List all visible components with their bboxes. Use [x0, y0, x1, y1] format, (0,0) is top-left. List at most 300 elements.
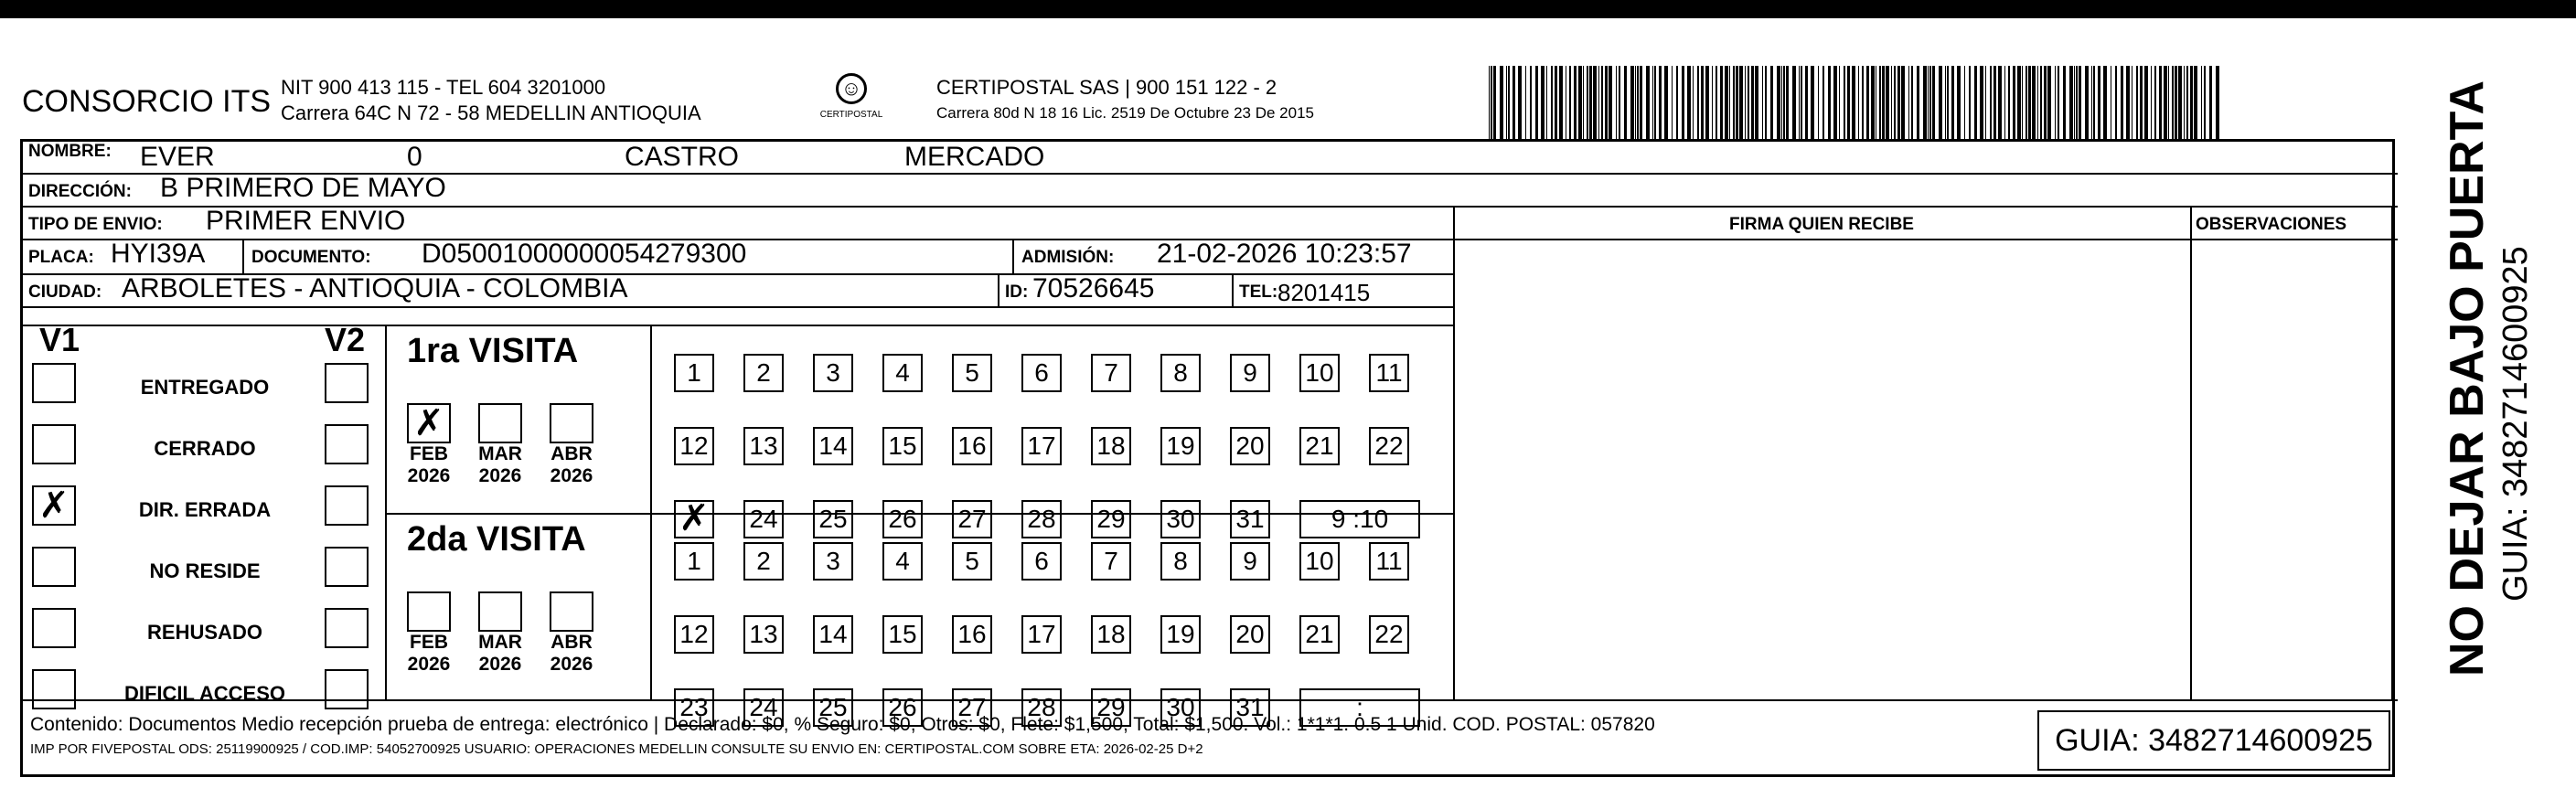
- barcode-bar: [2004, 66, 2005, 139]
- visit2-day-box[interactable]: 6: [1021, 542, 1062, 581]
- visit2-day-box[interactable]: 30: [1160, 688, 1201, 727]
- barcode-bar: [1777, 66, 1780, 139]
- barcode-bar: [2164, 66, 2167, 139]
- visit1-month-checkbox[interactable]: [478, 403, 522, 443]
- visit1-day-box[interactable]: 3: [813, 354, 853, 392]
- barcode-bar: [1844, 66, 1845, 139]
- visit1-day-box[interactable]: 17: [1021, 427, 1062, 465]
- nombre-middle: 0: [407, 142, 422, 172]
- barcode-bar: [1654, 66, 1656, 139]
- visit1-day-box[interactable]: 5: [952, 354, 992, 392]
- barcode-bar: [1500, 66, 1503, 139]
- visit1-day-box[interactable]: 26: [882, 500, 923, 538]
- barcode-bar: [1687, 66, 1691, 139]
- barcode-bar: [1587, 66, 1588, 139]
- visit1-month-checkbox[interactable]: [550, 403, 593, 443]
- barcode-bar: [1593, 66, 1597, 139]
- barcode-bar: [1652, 66, 1653, 139]
- barcode-bar: [2063, 66, 2066, 139]
- barcode-bar: [2044, 66, 2047, 139]
- footer-contenido: Contenido: Documentos Medio recepción prueba de entrega: electrónico | Declarado: $0, % Seguro: $0, Otros: $0, Flete: $1,500, Total: $1,500. Vol.: 1*1*1. 0.5 1 Unid. COD. POSTAL: 057820: [30, 714, 1655, 735]
- barcode-bar: [1589, 66, 1592, 139]
- barcode-bar: [1712, 66, 1713, 139]
- barcode-bar: [1619, 66, 1620, 139]
- visit2-day-box[interactable]: 10: [1299, 542, 1340, 581]
- barcode-bar: [2178, 66, 2182, 139]
- barcode-bar: [2216, 66, 2219, 139]
- barcode-bar: [2184, 66, 2185, 139]
- placa-value: HYI39A: [111, 239, 206, 269]
- v1-header: V1: [39, 321, 80, 358]
- visit1-day-box[interactable]: 22: [1369, 427, 1409, 465]
- barcode-bar: [1745, 66, 1746, 139]
- nombre-first: EVER: [140, 142, 215, 172]
- visit1-day-box[interactable]: 27: [952, 500, 992, 538]
- barcode-bar: [1506, 66, 1507, 139]
- barcode-bar: [2190, 66, 2193, 139]
- month-name: ABR: [550, 443, 593, 464]
- barcode-bar: [2040, 66, 2042, 139]
- admision-value: 21-02-2026 10:23:57: [1157, 239, 1412, 269]
- visit1-day-box[interactable]: [674, 500, 714, 538]
- courier-name: CERTIPOSTAL SAS | 900 151 122 - 2: [936, 76, 1277, 99]
- barcode-bar: [1720, 66, 1723, 139]
- barcode-bar: [1491, 66, 1492, 139]
- footer-impresion: IMP POR FIVEPOSTAL ODS: 25119900925 / COD.IMP: 54052700925 USUARIO: OPERACIONES MEDELLIN CONSULTE SU ENVIO EN: CERTIPOSTAL.COM SOBRE ETA: 2026-02-25 D+2: [30, 741, 1203, 757]
- barcode-bar: [2151, 66, 2152, 139]
- courier-info: [936, 75, 1314, 126]
- visit1-day-box[interactable]: 30: [1160, 500, 1201, 538]
- barcode-bar: [1998, 66, 2002, 139]
- barcode-bar: [1770, 66, 1773, 139]
- status-v1-checkbox[interactable]: [32, 424, 76, 464]
- barcode-bar: [2037, 66, 2038, 139]
- visit2-day-box[interactable]: 22: [1369, 615, 1409, 654]
- barcode-bar: [2008, 66, 2010, 139]
- barcode-bar: [1866, 66, 1869, 139]
- barcode-bar: [1635, 66, 1636, 139]
- barcode-bar: [2085, 66, 2089, 139]
- footer-guia: GUIA: 3482714600925: [2037, 710, 2390, 771]
- visit1-month-label: [473, 443, 528, 487]
- barcode-bar: [1574, 66, 1577, 139]
- divider: [650, 325, 652, 699]
- direccion-value: B PRIMERO DE MAYO: [160, 173, 446, 203]
- visit1-day-box[interactable]: 10: [1299, 354, 1340, 392]
- barcode-bar: [1525, 66, 1526, 139]
- company-info: [281, 75, 701, 126]
- barcode-bar: [1733, 66, 1735, 139]
- barcode-bar: [1646, 66, 1650, 139]
- barcode-bar: [1932, 66, 1935, 139]
- id-value: 70526645: [1032, 273, 1155, 304]
- certipostal-logo-icon: ☺ CERTIPOSTAL: [808, 73, 894, 126]
- barcode-bar: [1901, 66, 1905, 139]
- barcode-bar: [1705, 66, 1709, 139]
- barcode-bar: [1739, 66, 1743, 139]
- barcode-bar: [1682, 66, 1684, 139]
- ciudad-label: CIUDAD:: [28, 282, 102, 302]
- barcode-bar: [1569, 66, 1571, 139]
- divider: [1453, 206, 1455, 699]
- barcode-bar: [2126, 66, 2130, 139]
- month-year: 2026: [407, 654, 451, 675]
- status-label: DIFICIL ACCESO: [123, 682, 285, 705]
- barcode-bar: [2032, 66, 2036, 139]
- tel-value: 8201415: [1277, 279, 1371, 306]
- barcode-bar: [1792, 66, 1796, 139]
- barcode-bar: [1929, 66, 1931, 139]
- barcode-bar: [2013, 66, 2015, 139]
- divider: [23, 306, 1453, 308]
- visit2-month-checkbox[interactable]: [550, 591, 593, 632]
- documento-label: DOCUMENTO:: [251, 248, 371, 267]
- month-year: 2026: [478, 465, 522, 486]
- barcode-bar: [1676, 66, 1678, 139]
- visit1-day-box[interactable]: 8: [1160, 354, 1201, 392]
- barcode-bar: [1894, 66, 1896, 139]
- visit2-day-box[interactable]: 11: [1369, 542, 1409, 581]
- logo-text: CERTIPOSTAL: [819, 110, 883, 120]
- visit2-month-label: [473, 632, 528, 676]
- barcode-bar: [1969, 66, 1971, 139]
- visit1-day-box[interactable]: 13: [743, 427, 784, 465]
- barcode-bar: [1541, 66, 1545, 139]
- barcode-bar: [1799, 66, 1800, 139]
- barcode-bar: [1583, 66, 1584, 139]
- top-black-bar: [0, 0, 2576, 18]
- barcode-bar: [2186, 66, 2188, 139]
- barcode-bar: [1945, 66, 1946, 139]
- barcode-bar: [2079, 66, 2081, 139]
- nombre-last: CASTRO: [625, 142, 740, 172]
- barcode-bar: [2093, 66, 2095, 139]
- barcode-bar: [1951, 66, 1954, 139]
- admision-label: ADMISIÓN:: [1021, 248, 1115, 267]
- nombre-row: [28, 142, 112, 162]
- placa-label: PLACA:: [28, 248, 94, 267]
- visit2-day-box[interactable]: 19: [1160, 615, 1201, 654]
- month-year: 2026: [407, 465, 451, 486]
- divider: [1012, 239, 1014, 273]
- courier-license: Carrera 80d N 18 16 Lic. 2519 De Octubre 23 De 2015: [936, 104, 1314, 122]
- barcode-bar: [1693, 66, 1694, 139]
- status-v2-checkbox[interactable]: [325, 363, 369, 403]
- visit2-day-box[interactable]: 24: [743, 688, 784, 727]
- barcode-bar: [1886, 66, 1889, 139]
- barcode-bar: [1897, 66, 1900, 139]
- visit2-day-box[interactable]: 18: [1091, 615, 1131, 654]
- visit1-day-box[interactable]: 1: [674, 354, 714, 392]
- visit2-day-box[interactable]: 2: [743, 542, 784, 581]
- visit1-day-box[interactable]: 9: [1230, 354, 1270, 392]
- barcode-bar: [1748, 66, 1749, 139]
- month-name: FEB: [410, 443, 448, 464]
- status-label: NO RESIDE: [149, 559, 261, 582]
- visit1-day-box[interactable]: 15: [882, 427, 923, 465]
- visit2-day-box[interactable]: 31: [1230, 688, 1270, 727]
- barcode-bar: [2204, 66, 2206, 139]
- barcode-bar: [2194, 66, 2197, 139]
- barcode-bar: [2017, 66, 2021, 139]
- nombre-second-last: MERCADO: [904, 142, 1045, 172]
- status-v2-checkbox[interactable]: [325, 547, 369, 587]
- barcode-bar: [1697, 66, 1699, 139]
- divider: [242, 239, 244, 273]
- barcode-bar: [2140, 66, 2143, 139]
- barcode-bar: [1755, 66, 1758, 139]
- barcode-bar: [1762, 66, 1763, 139]
- barcode-bar: [1598, 66, 1599, 139]
- company-nit: NIT 900 413 115 - TEL 604 3201000: [281, 76, 606, 99]
- barcode-bar: [1551, 66, 1553, 139]
- barcode-bar: [1974, 66, 1977, 139]
- visit1-day-box[interactable]: 4: [882, 354, 923, 392]
- visit2-day-box[interactable]: 12: [674, 615, 714, 654]
- visit1-month-checkbox[interactable]: ✗: [407, 403, 451, 443]
- visit2-time-box[interactable]: :: [1299, 688, 1420, 727]
- barcode-bar: [1862, 66, 1864, 139]
- visit2-day-box[interactable]: 25: [813, 688, 853, 727]
- barcode-bar: [1939, 66, 1942, 139]
- visit1-day-box[interactable]: 28: [1021, 500, 1062, 538]
- barcode-bar: [2175, 66, 2177, 139]
- visit2-month-checkbox[interactable]: [478, 591, 522, 632]
- v2-header: V2: [325, 321, 366, 358]
- barcode-bar: [2074, 66, 2075, 139]
- tipo-envio-label: TIPO DE ENVIO:: [28, 215, 163, 234]
- barcode-bar: [1546, 66, 1547, 139]
- visit1-day-box[interactable]: 21: [1299, 427, 1340, 465]
- visit1-time-box[interactable]: 9 :10: [1299, 500, 1420, 538]
- visit1-day-box[interactable]: 25: [813, 500, 853, 538]
- barcode-bar: [1609, 66, 1612, 139]
- barcode-bar: [1512, 66, 1515, 139]
- barcode-bar: [1701, 66, 1704, 139]
- barcode-bar: [2022, 66, 2023, 139]
- barcode-bar: [1751, 66, 1754, 139]
- barcode-bar: [2115, 66, 2117, 139]
- barcode-bar: [2209, 66, 2212, 139]
- barcode-bar: [1891, 66, 1892, 139]
- observaciones-label: OBSERVACIONES: [2196, 215, 2347, 234]
- visit2-day-box[interactable]: 9: [1230, 542, 1270, 581]
- visit2-day-box[interactable]: 21: [1299, 615, 1340, 654]
- company-name: CONSORCIO ITS: [22, 84, 272, 119]
- month-name: FEB: [410, 632, 448, 653]
- visit1-day-box[interactable]: 20: [1230, 427, 1270, 465]
- barcode-bar: [1990, 66, 1992, 139]
- visit1-month-label: [401, 443, 456, 487]
- visit2-day-box[interactable]: 26: [882, 688, 923, 727]
- barcode-bar: [1833, 66, 1837, 139]
- barcode-bar: [1729, 66, 1730, 139]
- status-v2-checkbox[interactable]: [325, 608, 369, 648]
- divider: [2190, 206, 2192, 699]
- status-label: DIR. ERRADA: [138, 498, 272, 521]
- divider: [385, 325, 387, 699]
- visit1-day-box[interactable]: 7: [1091, 354, 1131, 392]
- barcode-bar: [1908, 66, 1909, 139]
- visit2-day-box[interactable]: 8: [1160, 542, 1201, 581]
- barcode-bar: [2201, 66, 2202, 139]
- barcode-bar: [1871, 66, 1875, 139]
- barcode-bar: [1555, 66, 1557, 139]
- divider: [2391, 206, 2393, 699]
- divider: [23, 699, 2398, 701]
- barcode-bar: [1616, 66, 1617, 139]
- visit1-day-box[interactable]: 18: [1091, 427, 1131, 465]
- documento-value: D05001000000054279300: [422, 239, 747, 269]
- barcode-bar: [1578, 66, 1582, 139]
- visit2-month-label: [544, 632, 599, 676]
- visit1-day-box[interactable]: 29: [1091, 500, 1131, 538]
- visit1-day-mark: ✗: [679, 498, 710, 538]
- barcode-bar: [1811, 66, 1814, 139]
- month-name: ABR: [550, 632, 593, 653]
- status-v1-checkbox[interactable]: [32, 363, 76, 403]
- barcode-bar: [2047, 66, 2051, 139]
- barcode-bar: [1818, 66, 1819, 139]
- barcode-bar: [1783, 66, 1785, 139]
- status-label: ENTREGADO: [140, 376, 270, 399]
- barcode-bar: [1518, 66, 1522, 139]
- barcode-bar: [1716, 66, 1717, 139]
- barcode-bar: [2026, 66, 2027, 139]
- barcode-bar: [1879, 66, 1881, 139]
- status-label: CERRADO: [154, 437, 256, 460]
- barcode-bar: [2091, 66, 2092, 139]
- barcode-bar: [1805, 66, 1808, 139]
- divider: [998, 273, 999, 306]
- visit2-day-box[interactable]: 16: [952, 615, 992, 654]
- barcode-bar: [2076, 66, 2078, 139]
- status-v2-checkbox[interactable]: [325, 669, 369, 709]
- visit1-day-box[interactable]: 16: [952, 427, 992, 465]
- month-year: 2026: [550, 465, 593, 486]
- visit1-day-box[interactable]: 12: [674, 427, 714, 465]
- status-v2-checkbox[interactable]: [325, 485, 369, 526]
- divider: [23, 325, 1453, 326]
- barcode-bar: [1736, 66, 1738, 139]
- status-v1-checkbox[interactable]: [32, 608, 76, 648]
- barcode-bar: [1508, 66, 1510, 139]
- barcode-bar: [1928, 66, 1929, 139]
- visit2-day-box[interactable]: 14: [813, 615, 853, 654]
- tel-label: TEL:: [1239, 282, 1278, 302]
- barcode-bar: [2136, 66, 2138, 139]
- barcode-bar: [2144, 66, 2148, 139]
- visit2-day-box[interactable]: 15: [882, 615, 923, 654]
- visit2-day-box[interactable]: 3: [813, 542, 853, 581]
- status-v1-checkbox[interactable]: [32, 669, 76, 709]
- barcode-bar: [1980, 66, 1983, 139]
- visit2-month-checkbox[interactable]: [407, 591, 451, 632]
- visit1-day-box[interactable]: 31: [1230, 500, 1270, 538]
- visit1-title: 1ra VISITA: [407, 332, 579, 370]
- barcode-bar: [2168, 66, 2169, 139]
- visit1-day-box[interactable]: 6: [1021, 354, 1062, 392]
- barcode-bar: [1911, 66, 1913, 139]
- visit2-day-box[interactable]: 17: [1021, 615, 1062, 654]
- barcode-bar: [2154, 66, 2156, 139]
- status-v1-checkbox[interactable]: [32, 547, 76, 587]
- visit2-day-box[interactable]: 1: [674, 542, 714, 581]
- visit2-title: 2da VISITA: [407, 520, 586, 559]
- status-label: REHUSADO: [147, 621, 262, 644]
- barcode-bar: [1765, 66, 1767, 139]
- ciudad-value: ARBOLETES - ANTIOQUIA - COLOMBIA: [122, 273, 628, 304]
- barcode-bar: [2028, 66, 2031, 139]
- visit2-day-box[interactable]: 20: [1230, 615, 1270, 654]
- visit2-day-box[interactable]: 4: [882, 542, 923, 581]
- barcode-bar: [1964, 66, 1965, 139]
- visit2-day-box[interactable]: 7: [1091, 542, 1131, 581]
- visit1-day-box[interactable]: 19: [1160, 427, 1201, 465]
- nombre-label: NOMBRE:: [28, 142, 112, 161]
- month-year: 2026: [478, 654, 522, 675]
- month-year: 2026: [550, 654, 593, 675]
- status-v2-checkbox[interactable]: [325, 424, 369, 464]
- visit1-day-box[interactable]: 24: [743, 500, 784, 538]
- direccion-label: DIRECCIÓN:: [28, 182, 132, 201]
- barcode-bar: [1839, 66, 1840, 139]
- barcode-bar: [2121, 66, 2123, 139]
- id-label: ID:: [1005, 282, 1029, 302]
- barcode-bar: [1559, 66, 1563, 139]
- barcode-bar: [1605, 66, 1608, 139]
- barcode-bar: [1493, 66, 1496, 139]
- visit2-day-box[interactable]: 29: [1091, 688, 1131, 727]
- barcode-bar: [1847, 66, 1850, 139]
- visit2-day-box[interactable]: 5: [952, 542, 992, 581]
- barcode-bar: [1852, 66, 1855, 139]
- barcode-bar: [1957, 66, 1961, 139]
- barcode-bar: [1659, 66, 1662, 139]
- tipo-envio-value: PRIMER ENVIO: [206, 206, 406, 236]
- barcode-bar: [1637, 66, 1639, 139]
- visit2-day-box[interactable]: 23: [674, 688, 714, 727]
- month-name: MAR: [478, 443, 522, 464]
- barcode-bar: [1882, 66, 1885, 139]
- visit1-day-box[interactable]: 14: [813, 427, 853, 465]
- firma-label: FIRMA QUIEN RECIBE: [1729, 215, 1914, 234]
- barcode-bar: [2069, 66, 2073, 139]
- visit2-day-box[interactable]: 28: [1021, 688, 1062, 727]
- barcode-bar: [1947, 66, 1949, 139]
- barcode-bar: [1630, 66, 1634, 139]
- barcode-bar: [2172, 66, 2174, 139]
- visit1-day-box[interactable]: 2: [743, 354, 784, 392]
- barcode-bar: [1664, 66, 1668, 139]
- barcode-bar: [1801, 66, 1802, 139]
- barcode-bar: [2103, 66, 2107, 139]
- shipping-form: [20, 139, 2395, 777]
- barcode-bar: [1828, 66, 1831, 139]
- barcode-bar: [2098, 66, 2100, 139]
- visit1-day-box[interactable]: 11: [1369, 354, 1409, 392]
- status-v1-checkbox[interactable]: ✗: [32, 485, 76, 526]
- barcode-bar: [1781, 66, 1782, 139]
- visit1-month-label: [544, 443, 599, 487]
- barcode-bar: [1535, 66, 1538, 139]
- barcode-bar: [1786, 66, 1789, 139]
- barcode-bar: [1672, 66, 1673, 139]
- visit2-day-box[interactable]: 13: [743, 615, 784, 654]
- barcode-bar: [1985, 66, 1986, 139]
- visit2-day-box[interactable]: 27: [952, 688, 992, 727]
- barcode-bar: [2159, 66, 2162, 139]
